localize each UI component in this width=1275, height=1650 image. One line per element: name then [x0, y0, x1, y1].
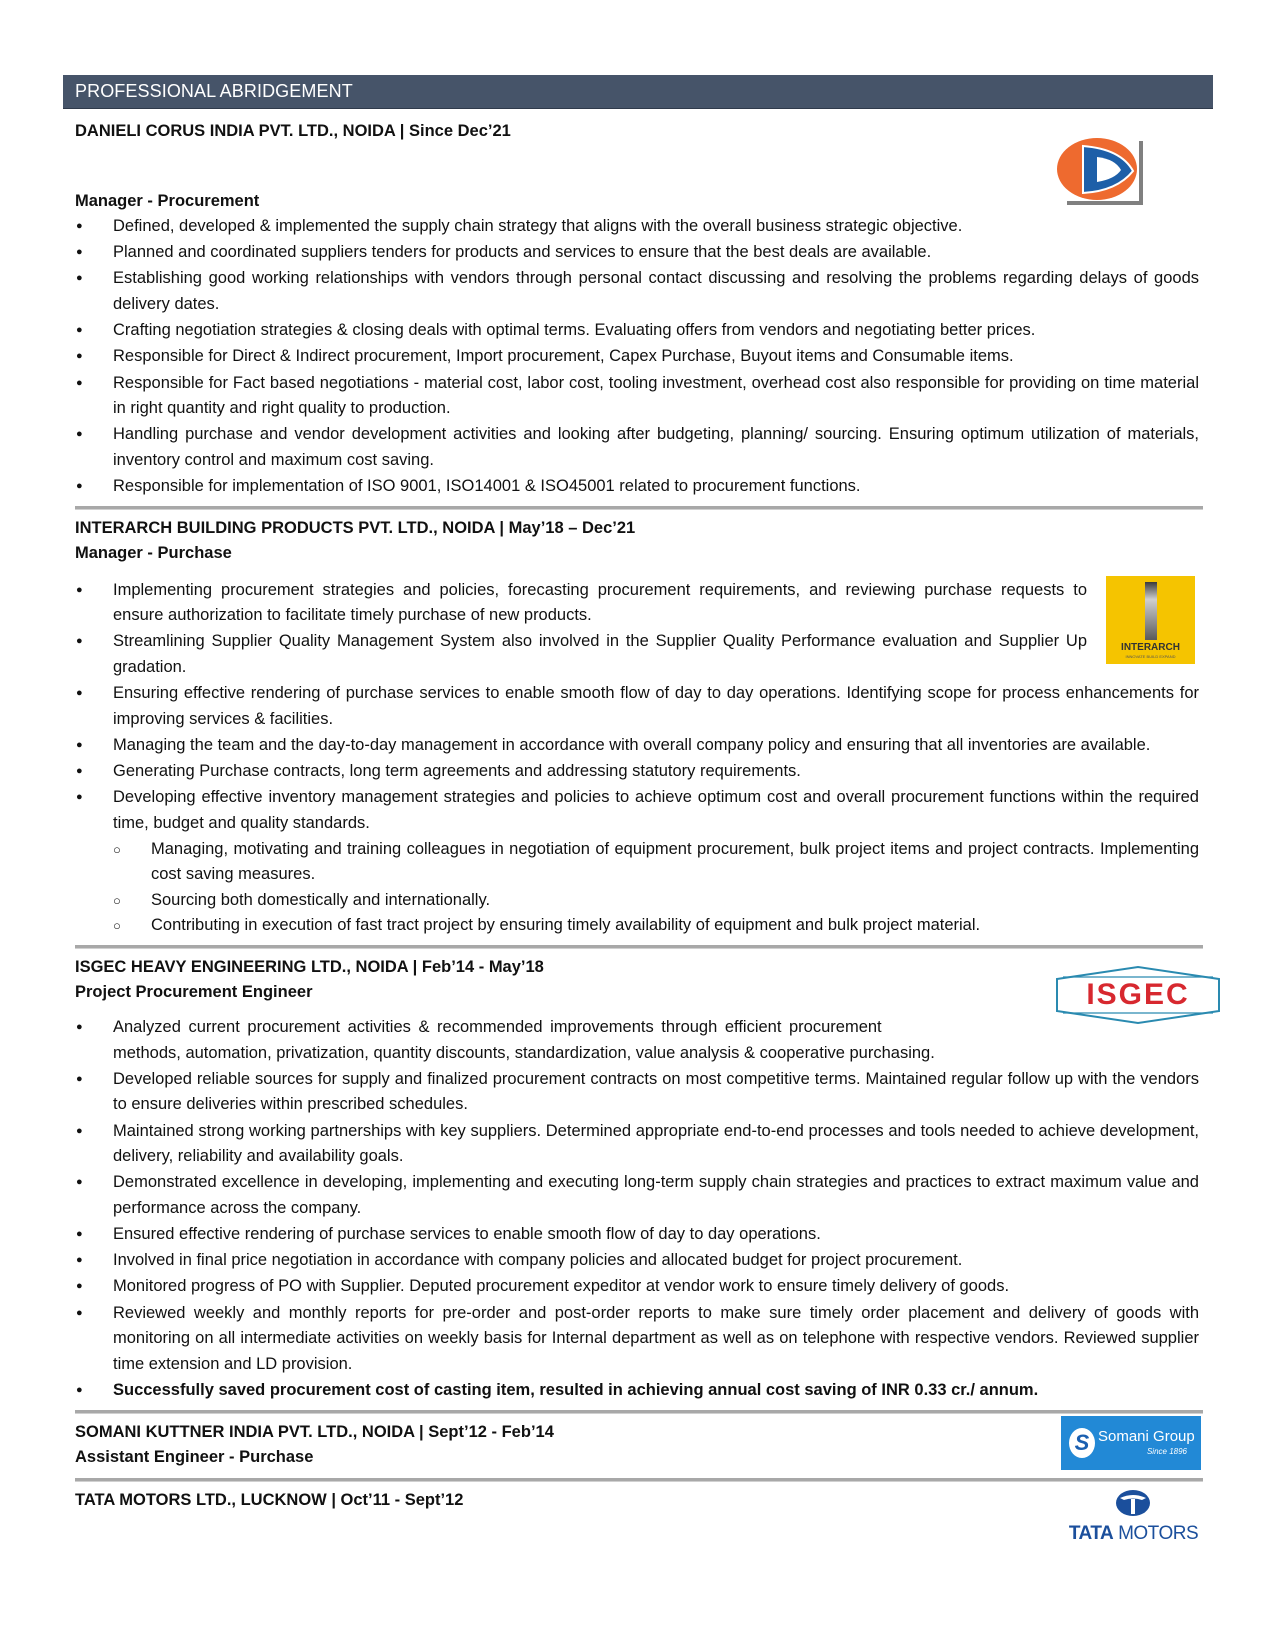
list-item — [75, 422, 1199, 473]
somani-logo-text: Somani Group — [1098, 1427, 1195, 1445]
experience-danieli — [63, 119, 1213, 500]
experience-interarch — [63, 516, 1213, 939]
bullet-text: Generating Purchase contracts, long term agreements and addressing statutory requirements. — [113, 762, 801, 781]
list-item — [75, 1378, 1199, 1404]
bullet-text: Implementing procurement strategies and policies, forecasting procurement requirements, and reviewing purchase requests to ensure authorization to facilitate timely purchase of new products. — [113, 580, 1087, 625]
list-item — [75, 681, 1199, 732]
section-divider — [75, 945, 1203, 949]
bullet-icon — [75, 759, 113, 787]
list-item — [75, 1248, 1199, 1274]
bullet-icon — [75, 1119, 113, 1147]
danieli-corus-logo-icon — [1055, 137, 1147, 207]
company-heading: INTERARCH BUILDING PRODUCTS PVT. LTD., NOIDA | May’18 – Dec’21 — [75, 518, 636, 537]
isgec-logo-text: ISGEC — [1086, 977, 1190, 1011]
hollow-bullet-icon: ○ — [113, 918, 121, 934]
sub-list-item — [113, 913, 1199, 939]
bullet-text: Monitored progress of PO with Supplier. Deputed procurement expeditor at vendor work to ensure timely delivery of goods. — [113, 1277, 1010, 1296]
section-divider — [75, 506, 1203, 510]
sub-bullet-text: Managing, motivating and training colleagues in negotiation of equipment procurement, bulk project items and project contracts. Implementing cost saving measures. — [151, 839, 1199, 884]
bullet-text: Developed reliable sources for supply and finalized procurement contracts on most competitive terms. Maintained regular follow up with the vendors to ensure deliveries within prescribed schedules. — [113, 1069, 1199, 1114]
role-title: Assistant Engineer - Purchase — [75, 1447, 314, 1466]
list-item — [75, 1015, 1199, 1066]
sub-list — [113, 837, 1199, 939]
bullet-icon — [75, 214, 113, 242]
bullet-text: Streamlining Supplier Quality Management System also involved in the Supplier Quality Performance evaluation and Supplier Up gradation. — [113, 632, 1087, 677]
role-title: Manager - Procurement — [75, 192, 260, 210]
sub-list-item — [113, 837, 1199, 888]
list-item — [75, 318, 1199, 344]
tata-motors-logo — [1066, 1488, 1201, 1548]
bullet-icon — [75, 1378, 113, 1406]
role-title: Manager - Purchase — [75, 543, 232, 562]
interarch-logo-text: INTERARCH — [1121, 641, 1180, 653]
list-item — [75, 240, 1199, 266]
bullet-icon — [75, 422, 113, 450]
motors-wordmark: MOTORS — [1118, 1522, 1199, 1544]
bullet-icon — [75, 1015, 113, 1043]
bullet-icon — [75, 371, 113, 399]
bullet-text: Successfully saved procurement cost of casting item, resulted in achieving annual cost saving of INR 0.33 cr./ annum. — [113, 1381, 1039, 1400]
bullet-text: Responsible for implementation of ISO 9001, ISO14001 & ISO45001 related to procurement functions. — [113, 477, 861, 496]
bullet-icon — [75, 629, 113, 657]
bullet-text: Demonstrated excellence in developing, implementing and executing long-term supply chain strategies and practices to extract maximum value and performance across the company. — [113, 1173, 1199, 1217]
sub-bullet-text: Contributing in execution of fast tract project by ensuring timely availability of equipment and bulk project material. — [151, 916, 981, 935]
bullet-text: Analyzed current procurement activities & recommended improvements through efficient procurement — [113, 1017, 882, 1036]
bullet-icon — [75, 1274, 113, 1302]
company-heading: TATA MOTORS LTD., LUCKNOW | Oct’11 - Sept’12 — [75, 1490, 464, 1509]
bullet-icon — [75, 240, 113, 268]
list-item — [75, 578, 1199, 629]
bullet-text-continuation: methods, automation, privatization, quantity discounts, standardization, value analysis & cooperative purchasing. — [113, 1043, 935, 1062]
experience-somani — [63, 1420, 1213, 1472]
role-title: Project Procurement Engineer — [75, 982, 313, 1001]
bullet-text: Responsible for Direct & Indirect procurement, Import procurement, Capex Purchase, Buyout items and Consumable items. — [113, 347, 1014, 366]
bullet-text: Crafting negotiation strategies & closing deals with optimal terms. Evaluating offers from vendors and negotiating better prices. — [113, 321, 1036, 340]
tata-emblem-icon — [1066, 1488, 1201, 1518]
list-item — [75, 344, 1199, 370]
bullet-icon — [75, 344, 113, 372]
section-banner: PROFESSIONAL ABRIDGEMENT — [63, 75, 1213, 109]
list-item — [75, 214, 1199, 240]
bullet-text: Planned and coordinated suppliers tenders for products and services to ensure that the best deals are available. — [113, 243, 932, 262]
bullet-icon — [75, 1170, 113, 1198]
bullet-icon — [75, 1067, 113, 1095]
danieli-corus-logo — [1055, 137, 1147, 207]
bullet-text: Handling purchase and vendor development activities and looking after budgeting, planning/ sourcing. Ensuring optimum utilization of materials, inventory control and maximum cost saving. — [113, 425, 1199, 469]
bullet-text: Responsible for Fact based negotiations - material cost, labor cost, tooling investment, overhead cost also responsible for providing on time material in right quantity and right quality to production. — [113, 373, 1199, 418]
list-item — [75, 759, 1199, 785]
section-divider — [75, 1410, 1203, 1414]
bullet-icon — [75, 1301, 113, 1329]
hollow-bullet-icon: ○ — [113, 841, 121, 857]
somani-logo-subtext: Since 1896 — [1146, 1446, 1187, 1456]
bullet-icon — [75, 1222, 113, 1250]
tata-wordmark-bold: TATA — [1068, 1522, 1114, 1544]
list-item — [75, 1222, 1199, 1248]
list-item — [75, 1119, 1199, 1170]
experience-isgec — [63, 955, 1213, 1404]
list-item — [75, 266, 1199, 317]
bullet-icon — [75, 474, 113, 502]
bullet-text: Involved in final price negotiation in accordance with company policies and allocated budget for project procurement. — [113, 1251, 963, 1270]
responsibility-list — [75, 1015, 1199, 1404]
list-item — [75, 1301, 1199, 1378]
company-heading: SOMANI KUTTNER INDIA PVT. LTD., NOIDA | Sept’12 - Feb’14 — [75, 1422, 554, 1441]
section-divider — [75, 1478, 1203, 1482]
bullet-icon — [75, 1248, 113, 1276]
hollow-bullet-icon: ○ — [113, 892, 121, 908]
bullet-icon — [75, 318, 113, 346]
bullet-text: Reviewed weekly and monthly reports for pre-order and post-order reports to make sure timely order placement and delivery of goods with monitoring on all intermediate activities on weekly basis for Internal department as well as on telephone with respective vendors. Reviewed supplier time extension and LD provision. — [113, 1303, 1199, 1373]
bullet-icon — [75, 733, 113, 761]
bullet-text: Managing the team and the day-to-day management in accordance with overall company policy and ensuring that all inventories are available. — [113, 736, 1151, 755]
bullet-icon — [75, 578, 113, 606]
bullet-text: Defined, developed & implemented the supply chain strategy that aligns with the overall business strategic objective. — [113, 217, 963, 235]
resume-page — [63, 75, 1213, 1544]
list-item — [75, 1067, 1199, 1118]
bullet-text: Establishing good working relationships with vendors through personal contact discussing and resolving the problems regarding delays of goods delivery dates. — [113, 269, 1199, 313]
list-item — [75, 785, 1199, 939]
list-item — [75, 1170, 1199, 1221]
somani-s-icon: S — [1069, 1428, 1095, 1458]
bullet-text: Developing effective inventory management strategies and policies to achieve optimum cost and overall procurement functions within the required time, budget and quality standards. — [113, 788, 1199, 832]
experience-tata — [63, 1488, 1213, 1544]
bullet-icon — [75, 785, 113, 813]
sub-list-item — [113, 888, 1199, 914]
tata-motors-wordmark — [1066, 1523, 1201, 1545]
somani-group-logo — [1061, 1416, 1201, 1470]
responsibility-list — [75, 578, 1199, 939]
sub-bullet-text: Sourcing both domestically and internationally. — [151, 890, 491, 909]
responsibility-list — [75, 214, 1199, 500]
bullet-icon — [75, 266, 113, 294]
bullet-text: Maintained strong working partnerships with key suppliers. Determined appropriate end-to-end processes and tools needed to achieve development, delivery, reliability and availability goals. — [113, 1121, 1199, 1166]
bullet-icon — [75, 681, 113, 709]
bullet-text: Ensured effective rendering of purchase services to enable smooth flow of day to day operations. — [113, 1225, 821, 1244]
company-heading: DANIELI CORUS INDIA PVT. LTD., NOIDA | Since Dec’21 — [75, 122, 511, 140]
list-item — [75, 629, 1199, 680]
list-item — [75, 733, 1199, 759]
list-item — [75, 1274, 1199, 1300]
list-item — [75, 371, 1199, 422]
bullet-text: Ensuring effective rendering of purchase services to enable smooth flow of day to day operations. Identifying scope for process enhancements for improving services & facilities. — [113, 684, 1199, 728]
interarch-logo-tagline: INNOVATE BUILD EXPAND — [1125, 653, 1176, 659]
company-heading: ISGEC HEAVY ENGINEERING LTD., NOIDA | Feb’14 - May’18 — [75, 957, 544, 976]
list-item — [75, 474, 1199, 500]
